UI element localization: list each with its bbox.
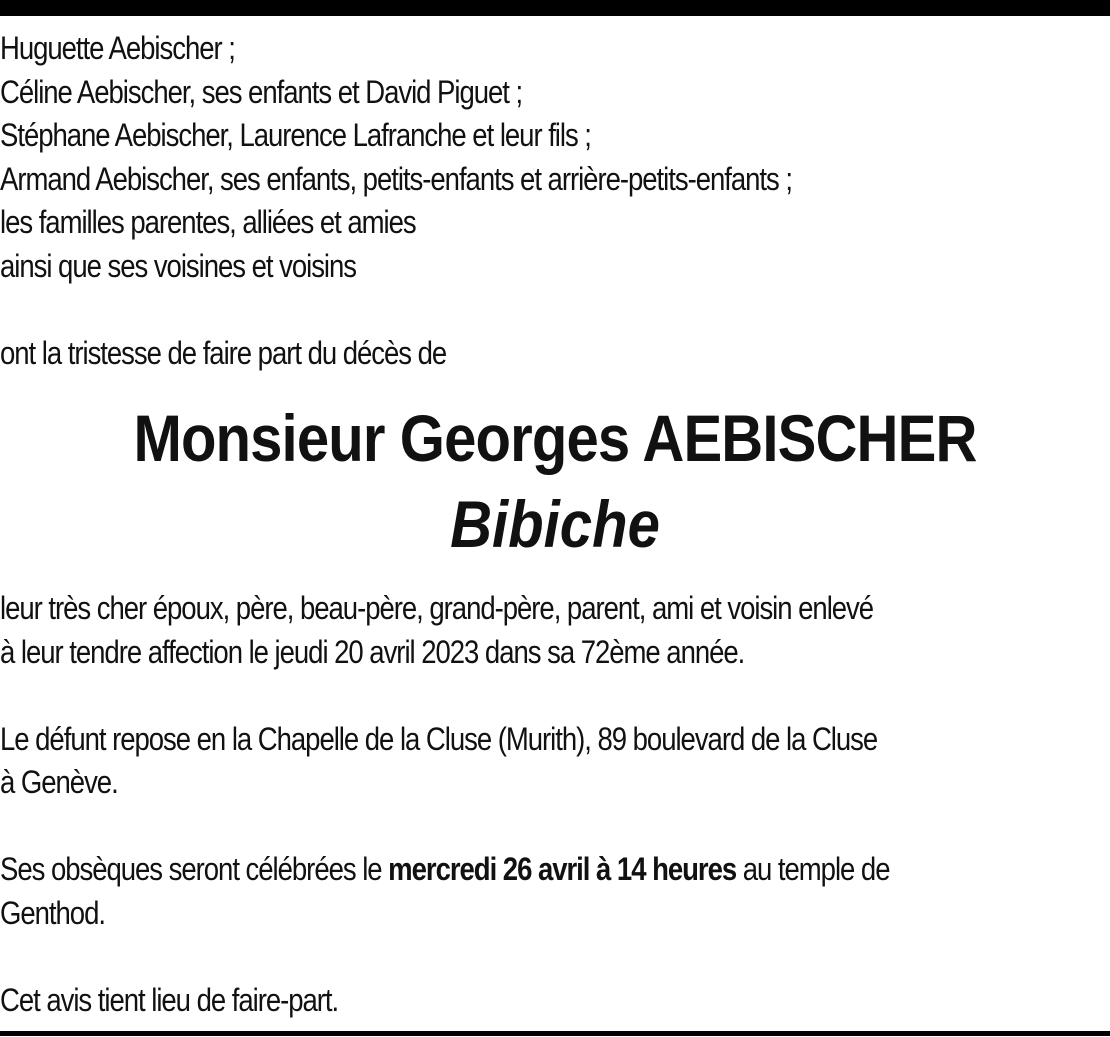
- relation-line-2: à leur tendre affection le jeudi 20 avril 2023 dans sa 72ème année.: [0, 633, 745, 670]
- closing-text: Cet avis tient lieu de faire-part.: [0, 981, 339, 1018]
- family-line-2: Céline Aebischer, ses enfants et David Piguet ;: [0, 73, 523, 110]
- obituary-notice: [0, 27, 1110, 1022]
- family-line-4: Armand Aebischer, ses enfants, petits-enfants et arrière-petits-enfants ;: [0, 160, 792, 197]
- rest-paragraph: [0, 718, 1110, 805]
- funeral-line-1: [0, 848, 955, 892]
- funeral-paragraph: [0, 848, 1110, 935]
- bottom-rule: [0, 1031, 1110, 1036]
- announcement-text: ont la tristesse de faire part du décès de: [0, 334, 447, 371]
- relation-paragraph: [0, 587, 1110, 674]
- family-line-1: Huguette Aebischer ;: [0, 30, 235, 66]
- deceased-nickname: Bibiche: [450, 487, 660, 561]
- rest-line-2: à Genève.: [0, 764, 118, 800]
- funeral-date-time: mercredi 26 avril à 14 heures: [388, 851, 737, 887]
- family-list: [0, 27, 1110, 288]
- top-rule: [0, 0, 1110, 16]
- family-line-5: les familles parentes, alliées et amies: [0, 204, 416, 240]
- funeral-prefix: Ses obsèques seront célébrées le: [0, 851, 389, 887]
- funeral-line-2: Genthod.: [0, 894, 105, 931]
- rest-line-1: Le défunt repose en la Chapelle de la Cluse (Murith), 89 boulevard de la Cluse: [0, 720, 878, 757]
- family-line-3: Stéphane Aebischer, Laurence Lafranche et leur fils ;: [0, 117, 591, 153]
- family-line-6: ainsi que ses voisines et voisins: [0, 247, 357, 284]
- deceased-name: Monsieur Georges AEBISCHER: [133, 401, 977, 475]
- relation-line-1: leur très cher époux, père, beau-père, grand-père, parent, ami et voisin enlevé: [0, 590, 874, 626]
- funeral-suffix: au temple de: [736, 851, 890, 887]
